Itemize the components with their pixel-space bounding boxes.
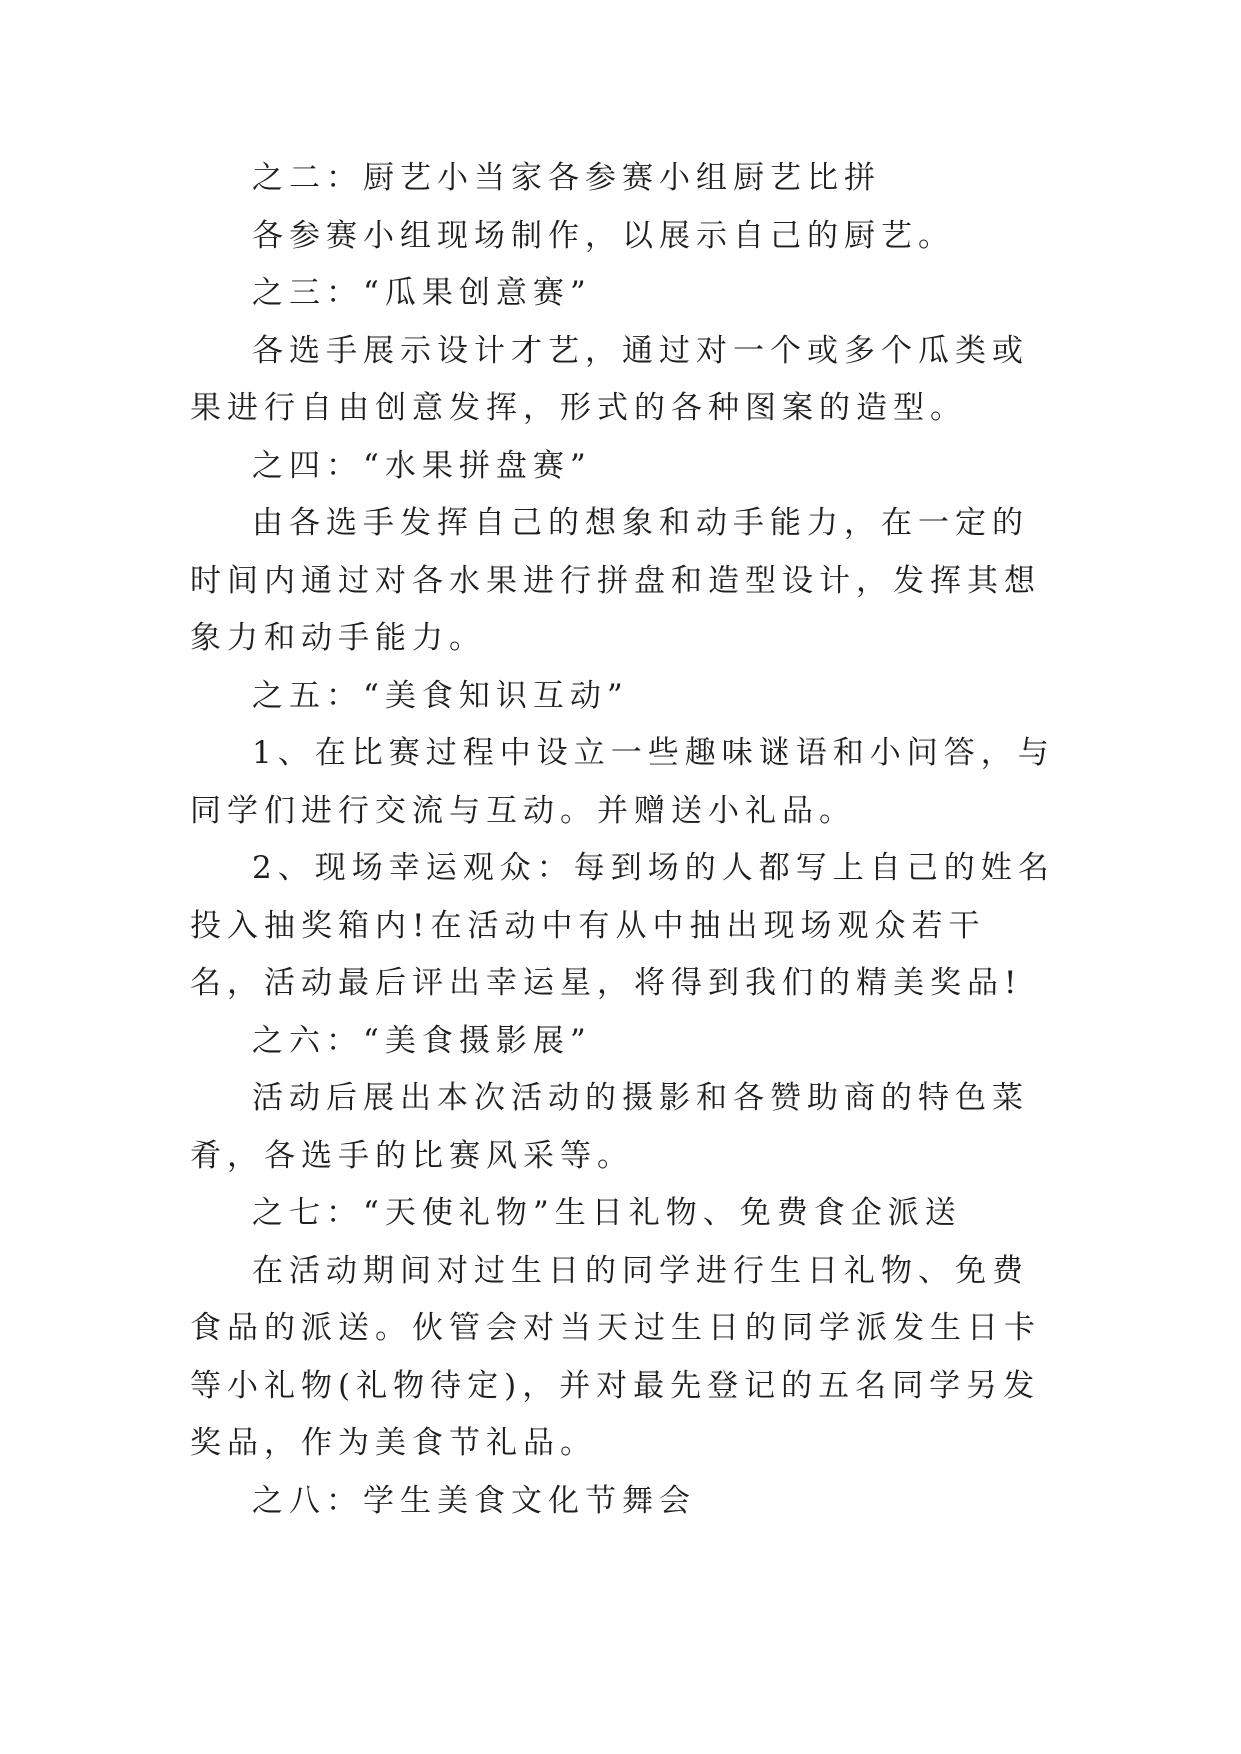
section-body-3: 各选手展示设计才艺，通过对一个或多个瓜类或果进行自由创意发挥，形式的各种图案的造型。 <box>190 332 1029 426</box>
section-heading-7: 之七：“天使礼物”生日礼物、免费食企派送 <box>252 1195 962 1231</box>
section-heading-3: 之三：“瓜果创意赛” <box>252 275 592 311</box>
section-body-6: 活动后展出本次活动的摄影和各赞助商的特色菜肴，各选手的比赛风采等。 <box>190 1080 1029 1174</box>
section-heading-6: 之六：“美食摄影展” <box>252 1022 592 1059</box>
section-heading-8: 之八：学生美食文化节舞会 <box>252 1482 696 1519</box>
document-page <box>190 150 1056 1530</box>
section-body-5-item-2: 2、现场幸运观众：每到场的人都写上自己的姓名投入抽奖箱内!在活动中有从中抽出现场观众若干名，活动最后评出幸运星，将得到我们的精美奖品! <box>190 850 1055 1001</box>
section-body-5-item-1: 1、在比赛过程中设立一些趣味谜语和小问答，与同学们进行交流与互动。并赠送小礼品。 <box>190 735 1055 829</box>
section-heading-2: 之二：厨艺小当家各参赛小组厨艺比拼 <box>252 160 881 196</box>
section-body-2: 各参赛小组现场制作，以展示自己的厨艺。 <box>252 217 955 254</box>
section-heading-4: 之四：“水果拼盘赛” <box>252 447 592 484</box>
section-heading-5: 之五：“美食知识互动” <box>252 677 629 714</box>
section-body-4: 由各选手发挥自己的想象和动手能力，在一定的时间内通过对各水果进行拼盘和造型设计，发挥其想象力和动手能力。 <box>190 505 1041 656</box>
section-body-7: 在活动期间对过生日的同学进行生日礼物、免费食品的派送。伙管会对当天过生日的同学派发生日卡等小礼物(礼物待定)，并对最先登记的五名同学另发奖品，作为美食节礼品。 <box>190 1252 1041 1461</box>
